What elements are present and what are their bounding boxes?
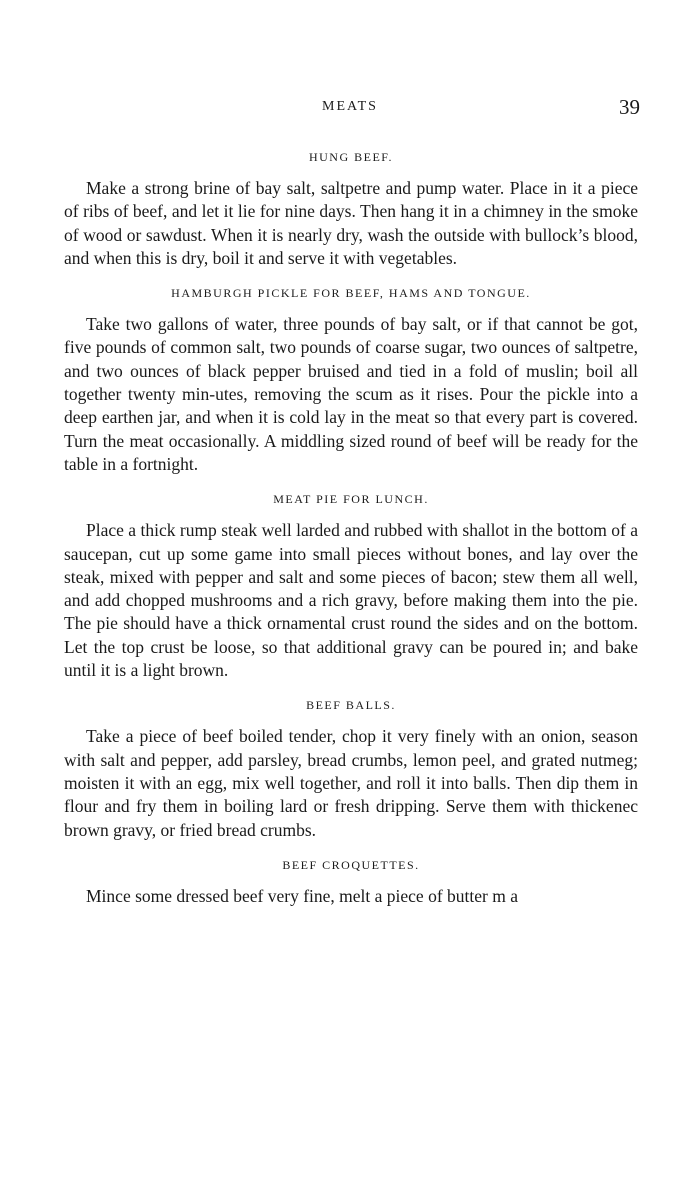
recipe-body-hamburgh-pickle: Take two gallons of water, three pounds of bay salt, or if that cannot be got, five pounds of common salt, two pounds of coarse sugar, two ounces of saltpetre, and two ounces of black pepper bruised and tied in a fold of muslin; boil all together twenty min-utes, removing the scum as it rises. Pour the pickle into a deep earthen jar, and when it is cold lay in the meat so that every part is covered. Turn the meat occasionally. A middling sized round of beef will be ready for the table in a fortnight. <box>64 314 638 474</box>
recipe-title-beef-croquettes: BEEF CROQUETTES. <box>282 857 420 872</box>
recipe-title-hung-beef: HUNG BEEF. <box>308 150 394 164</box>
running-head <box>0 95 700 125</box>
recipe-title-beef-balls: BEEF BALLS. <box>306 698 396 713</box>
page-content <box>64 150 638 908</box>
recipe-body-beef-croquettes: Mince some dressed beef very fine, melt a piece of butter m a <box>86 885 518 906</box>
recipe-title-meat-pie: MEAT PIE FOR LUNCH. <box>273 492 429 507</box>
recipe-body-beef-balls: Take a piece of beef boiled tender, chop it very finely with an onion, season with salt and pepper, add parsley, bread crumbs, lemon peel, and grated nutmeg; moisten it with an egg, mix well together, and roll it into balls. Then dip them in flour and fry them in boiling lard or fresh dripping. Serve them with thickenec brown gravy, or fried bread crumbs. <box>64 726 638 840</box>
recipe-title-hamburgh-pickle: HAMBURGH PICKLE FOR BEEF, HAMS AND TONGUE. <box>171 286 531 301</box>
recipe-body-meat-pie: Place a thick rump steak well larded and rubbed with shallot in the bottom of a saucepan, cut up some game into small pieces without bones, and lay over the steak, mixed with pepper and salt and some pieces of bacon; stew them all well, and add chopped mushrooms and a rich gravy, before making them into the pie. The pie should have a thick ornamental crust round the sides and on the bottom. Let the top crust be loose, so that additional gravy can be poured in; and bake until it is a light brown. <box>64 520 638 681</box>
running-title: MEATS <box>322 99 378 114</box>
page-number: 39 <box>619 95 640 119</box>
recipe-body-hung-beef: Make a strong brine of bay salt, saltpetre and pump water. Place in it a piece of ribs of beef, and let it lie for nine days. Then hang it in a chimney in the smoke of wood or sawdust. When it is nearly dry, wash the outside with bullock’s blood, and when this is dry, boil it and serve it with vegetables. <box>64 178 638 268</box>
